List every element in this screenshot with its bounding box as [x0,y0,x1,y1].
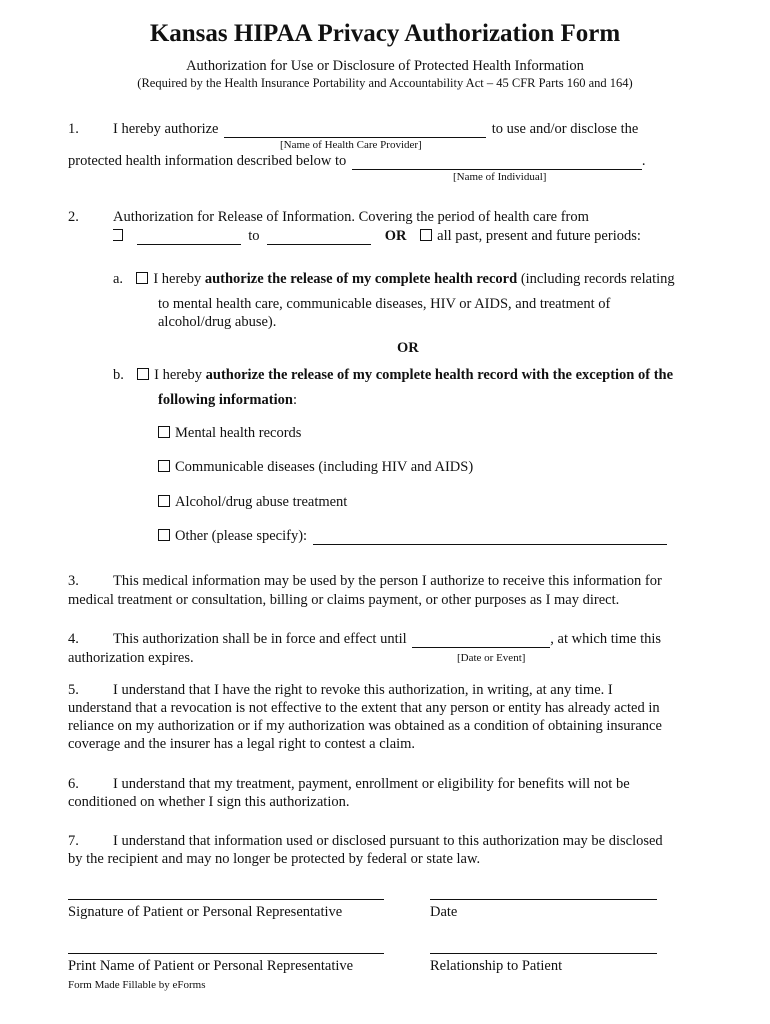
option-b-label: b. [113,367,124,383]
expiration-field[interactable] [412,632,550,648]
section-4-text-b: , at which time this [550,631,662,647]
section-7-line2: by the recipient and may no longer be protected by federal or state law. [68,851,481,867]
print-name-field[interactable] [68,938,384,954]
section-2-text: Authorization for Release of Information. Covering the period of health care from [113,209,589,225]
option-b-line2 [158,392,297,409]
section-5-number: 5. [68,682,79,698]
period-to-field[interactable] [267,229,371,245]
option-a-line3: alcohol/drug abuse). [158,314,277,330]
section-1-period: . [641,153,646,169]
option-a-row [113,271,675,288]
options-or-text: OR [397,340,419,356]
print-name-label: Print Name of Patient or Personal Representative [68,958,354,974]
option-a-label: a. [113,271,124,287]
alcohol-drug-label: Alcohol/drug abuse treatment [175,494,348,510]
option-b-row [113,367,673,384]
option-b-colon: : [292,392,297,408]
mental-health-checkbox[interactable] [158,426,170,438]
form-legal-note: (Required by the Health Insurance Portability and Accountability Act – 45 CFR Parts 160 and 164) [137,76,633,90]
alcohol-drug-checkbox[interactable] [158,495,170,507]
date-label: Date [430,904,458,920]
section-4-line2: authorization expires. [68,650,194,666]
form-subtitle: Authorization for Use or Disclosure of Protected Health Information [186,58,584,74]
section-4-text-a: This authorization shall be in force and effect until [113,631,407,647]
section-7-line1: I understand that information used or disclosed pursuant to this authorization may be disclosed [113,833,663,849]
option-b-checkbox[interactable] [137,368,149,380]
section-4-line1 [113,631,661,648]
section-4-number: 4. [68,631,79,647]
provider-caption: [Name of Health Care Provider] [280,139,422,151]
option-b-pre: I hereby [154,367,203,383]
mental-health-label: Mental health records [175,425,302,441]
period-or-text: OR [384,228,407,244]
option-a-post: (including records relating [520,271,675,287]
option-a-pre: I hereby [153,271,202,287]
section-1-text-b: to use and/or disclose the [491,121,639,137]
section-5-line2: understand that a revocation is not effective to the extent that any person or entity has already acted in [68,700,660,716]
individual-name-field[interactable] [352,154,642,170]
communicable-diseases-checkbox[interactable] [158,460,170,472]
exception-communicable [158,459,473,476]
communicable-diseases-label: Communicable diseases (including HIV and AIDS) [175,459,474,475]
section-6-number: 6. [68,776,79,792]
section-1-number: 1. [68,121,79,137]
section-1-line1 [113,121,638,138]
section-5-line4: coverage and the insurer has a legal right to contest a claim. [68,736,416,752]
option-a-checkbox[interactable] [136,272,148,284]
option-a-line2: to mental health care, communicable diseases, HIV or AIDS, and treatment of [158,296,611,312]
section-1-line2-text: protected health information described below to [68,153,347,169]
date-field[interactable] [430,884,657,900]
other-checkbox[interactable] [158,529,170,541]
relationship-field[interactable] [430,938,657,954]
option-b-bold2: following information [158,392,293,408]
section-6-line2: conditioned on whether I sign this authorization. [68,794,350,810]
section-2-number: 2. [68,209,79,225]
other-label: Other (please specify): [175,528,308,544]
health-care-provider-field[interactable] [224,122,486,138]
all-periods-checkbox[interactable] [420,229,432,241]
section-3-number: 3. [68,573,79,589]
period-from-field[interactable] [137,229,241,245]
exception-mental-health [158,425,301,442]
all-periods-text: all past, present and future periods: [437,228,641,244]
section-3-line2: medical treatment or consultation, billing or claims payment, or other purposes as I may direct. [68,592,620,608]
individual-caption: [Name of Individual] [453,171,547,183]
period-to-text: to [248,228,260,244]
section-6-line1: I understand that my treatment, payment, enrollment or eligibility for benefits will not be [113,776,630,792]
option-b-bold: authorize the release of my complete health record with the exception of the [205,367,674,383]
section-1-text-a: I hereby authorize [113,121,219,137]
exception-alcohol-drug [158,494,347,511]
footer-credit: Form Made Fillable by eForms [68,979,206,991]
section-5-line1: I understand that I have the right to revoke this authorization, in writing, at any time. I [113,682,613,698]
section-2-period-row [113,228,641,245]
section-3-line1: This medical information may be used by the person I authorize to receive this information for [113,573,662,589]
section-5-line3: reliance on my authorization or if my authorization was obtained as a condition of obtaining insurance [68,718,662,734]
period-range-checkbox[interactable] [113,229,123,241]
other-specify-field[interactable] [313,529,667,545]
option-a-bold: authorize the release of my complete health record [204,271,518,287]
expiration-caption: [Date or Event] [457,652,526,664]
exception-other [158,528,667,545]
section-7-number: 7. [68,833,79,849]
form-title: Kansas HIPAA Privacy Authorization Form [149,20,621,47]
signature-field[interactable] [68,884,384,900]
relationship-label: Relationship to Patient [430,958,563,974]
section-1-line2 [68,153,645,170]
signature-label: Signature of Patient or Personal Representative [68,904,343,920]
